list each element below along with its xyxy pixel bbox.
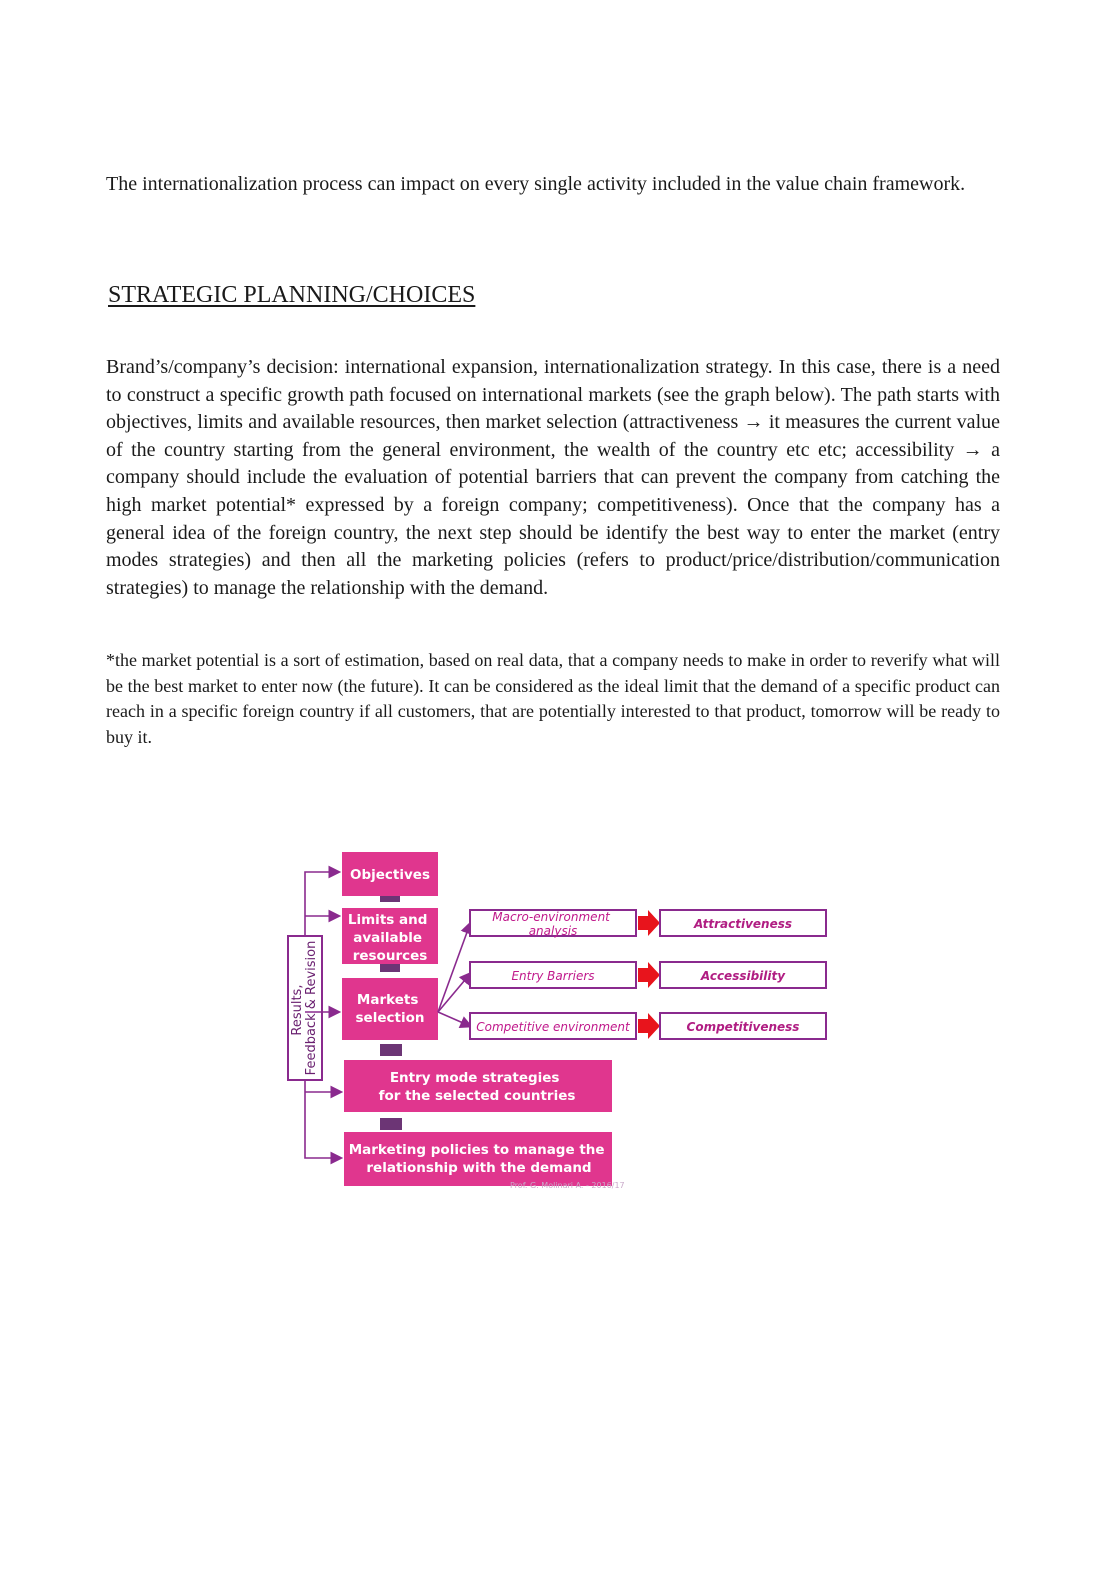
down-arrow-1 bbox=[380, 896, 400, 902]
entry-barriers-label: Entry Barriers bbox=[511, 969, 595, 983]
competitive-environment-label: Competitive environment bbox=[476, 1020, 630, 1034]
entry-mode-label: Entry mode strategies for the selected countries bbox=[378, 1070, 576, 1104]
down-arrow-3 bbox=[380, 1044, 402, 1056]
red-arrows bbox=[638, 910, 660, 1039]
diagram-credit: Prof. G. Molinari A. - 2016/17 bbox=[510, 1181, 625, 1190]
intro-paragraph: The internationalization process can impact on every single activity included in the value chain framework. bbox=[106, 173, 966, 195]
limits-label: Limits and available resources bbox=[347, 912, 428, 964]
marketing-policies-label: Marketing policies to manage the relationship with the demand bbox=[348, 1142, 605, 1176]
markets-selection-label: Markets selection bbox=[355, 992, 425, 1026]
accessibility-label: Accessibility bbox=[700, 969, 786, 983]
footnote-paragraph: *the market potential is a sort of estimation, based on real data, that a company needs to make in order to reverify what will be the best market to enter now (the future). It can be considered as the ideal limit that the demand of a specific product can reach in a specific foreign country if all customers, that are potentially interested to that product, tomorrow will be ready to buy it. bbox=[106, 650, 1000, 747]
competitiveness-label: Competitiveness bbox=[686, 1020, 800, 1034]
feedback-label: Results, Feedback & Revision bbox=[290, 940, 319, 1076]
fan-lines bbox=[438, 924, 470, 1026]
entry-mode-box bbox=[344, 1060, 612, 1112]
markets-selection-box bbox=[342, 978, 438, 1040]
macro-environment-label: Macro-environment analysis bbox=[492, 910, 610, 938]
section-heading: STRATEGIC PLANNING/CHOICES bbox=[108, 282, 476, 308]
attractiveness-label: Attractiveness bbox=[693, 917, 793, 931]
main-paragraph: Brand’s/company’s decision: international expansion, internationalization strategy. In this case, there is a need to construct a specific growth path focused on international markets (see the graph below). The path starts with objectives, limits and available resources, then market selection (attractiveness → it measures the current value of the country starting from the general environment, the wealth of the country etc etc; accessibility → a company should include the evaluation of potential barriers that can prevent the company from catching the high market potential* expressed by a foreign company; competitiveness). Once that the company has a general idea of the foreign country, the next step should be identify the best way to enter the market (entry modes strategies) and then all the marketing policies (refers to product/price/distribution/communication strategies) to manage the relationship with the demand. bbox=[106, 356, 1000, 599]
down-arrow-2 bbox=[380, 964, 400, 972]
down-arrow-4 bbox=[380, 1118, 402, 1130]
growth-path-diagram bbox=[270, 836, 840, 1196]
marketing-policies-box bbox=[344, 1132, 612, 1186]
objectives-label: Objectives bbox=[350, 867, 430, 883]
